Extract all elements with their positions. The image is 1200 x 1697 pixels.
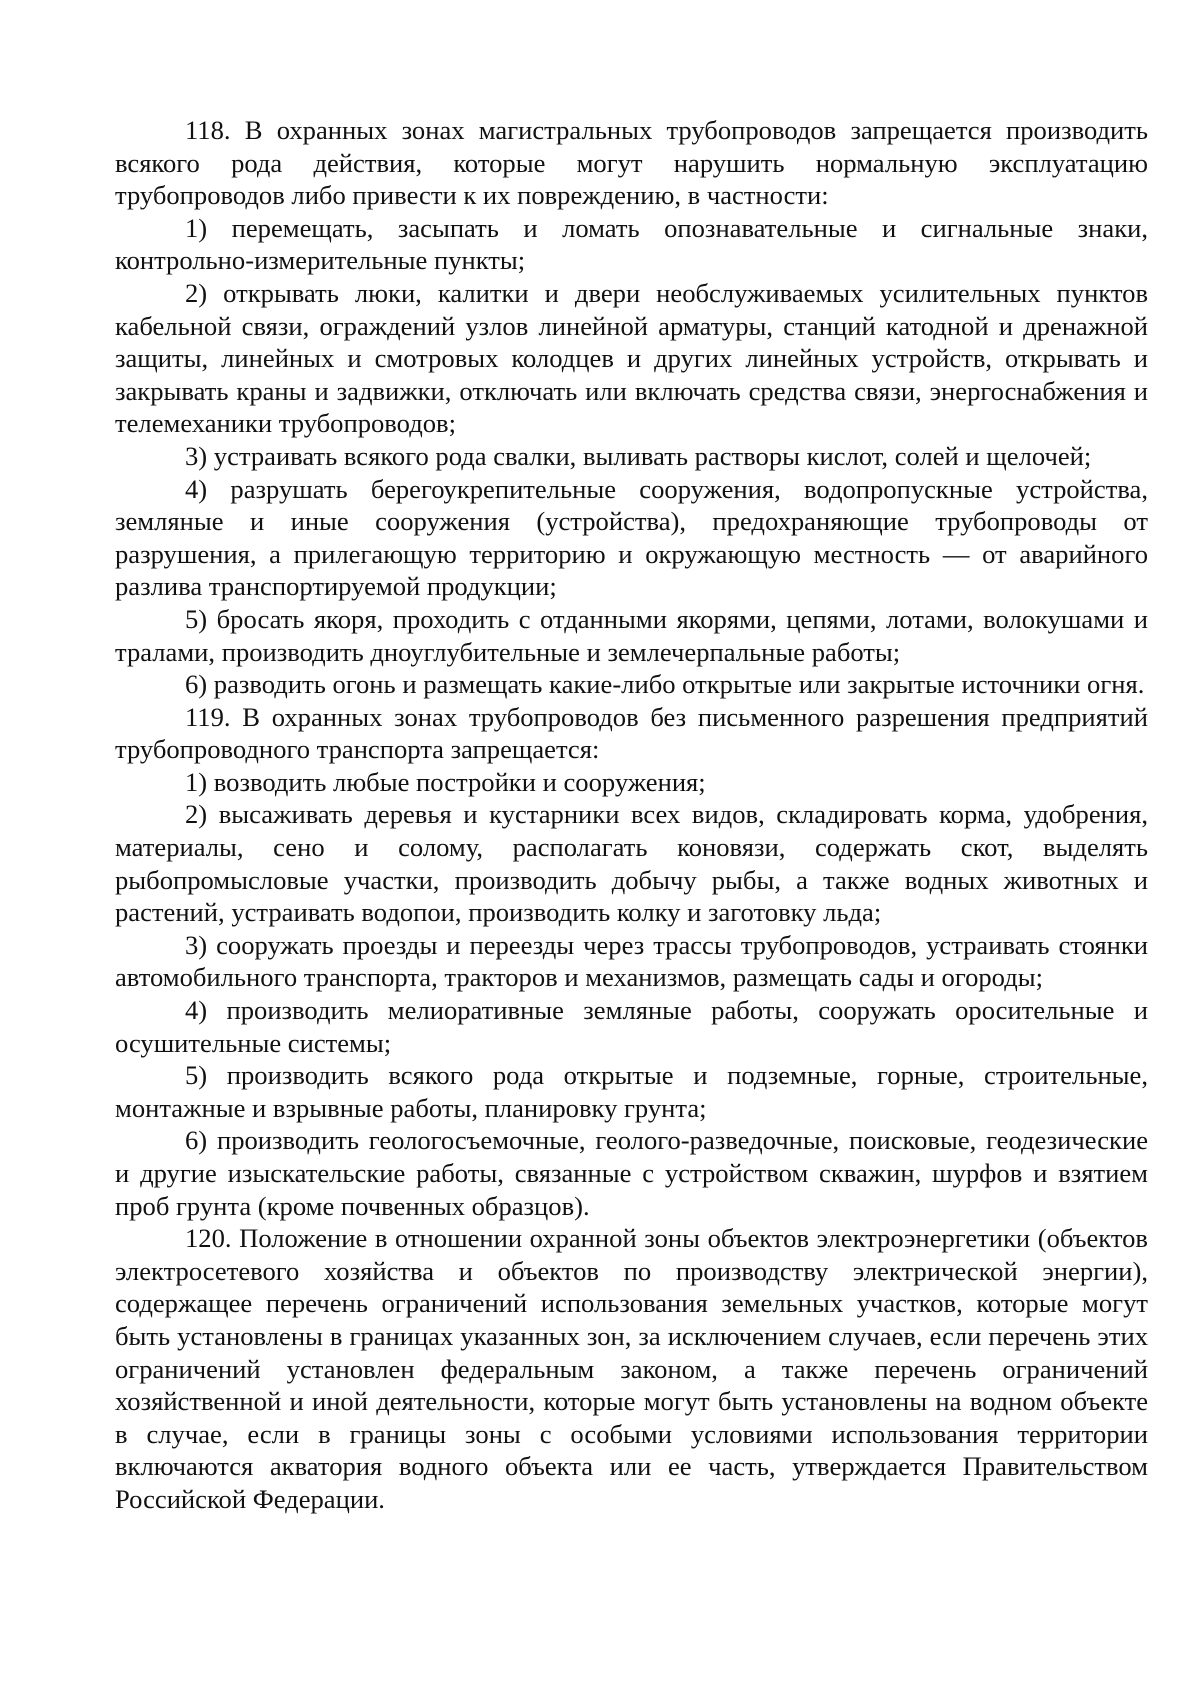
paragraph-119-item-5: 5) производить всякого рода открытые и подземные, горные, строительные, монтажные и взрывные работы, планировку грунта;	[115, 1060, 1148, 1123]
paragraph-118-item-4: 4) разрушать берегоукрепительные сооружения, водопропускные устройства, земляные и иные сооружения (устройства), предохраняющие трубопроводы от разрушения, а прилегающую территорию и окружающую местность — от аварийного разлива транспортируемой продукции;	[115, 473, 1148, 602]
paragraph-119-item-6: 6) производить геологосъемочные, геолого-разведочные, поисковые, геодезические и другие изыскательские работы, связанные с устройством скважин, шурфов и взятием проб грунта (кроме почвенных образцов).	[115, 1125, 1148, 1221]
paragraph-118-item-5: 5) бросать якоря, проходить с отданными якорями, цепями, лотами, волокушами и тралами, производить дноуглубительные и землечерпальные работы;	[115, 603, 1148, 667]
document-page	[115, 114, 1148, 1516]
paragraph-118-item-3: 3) устраивать всякого рода свалки, выливать растворы кислот, солей и щелочей;	[185, 440, 1092, 471]
paragraph-119-item-3: 3) сооружать проезды и переезды через трассы трубопроводов, устраивать стоянки автомобильного транспорта, тракторов и механизмов, размещать сады и огороды;	[115, 929, 1148, 993]
paragraph-118: 118. В охранных зонах магистральных трубопроводов запрещается производить всякого рода действия, которые могут нарушить нормальную эксплуатацию трубопроводов либо привести к их повреждению, в частности:	[115, 115, 1148, 211]
paragraph-118-item-2: 2) открывать люки, калитки и двери необслуживаемых усилительных пунктов кабельной связи, ограждений узлов линейной арматуры, станций катодной и дренажной защиты, линейных и смотровых колодцев и других линейных устройств, открывать и закрывать краны и задвижки, отключать или включать средства связи, энергоснабжения и телемеханики трубопроводов;	[115, 277, 1148, 439]
paragraph-119: 119. В охранных зонах трубопроводов без письменного разрешения предприятий трубопроводного транспорта запрещается:	[115, 701, 1148, 765]
paragraph-119-item-1: 1) возводить любые постройки и сооружения;	[185, 766, 706, 797]
paragraph-118-item-1: 1) перемещать, засыпать и ломать опознавательные и сигнальные знаки, контрольно-измерительные пункты;	[115, 212, 1148, 276]
paragraph-119-item-4: 4) производить мелиоративные земляные работы, сооружать оросительные и осушительные системы;	[115, 995, 1148, 1058]
paragraph-120: 120. Положение в отношении охранной зоны объектов электроэнергетики (объектов электросетевого хозяйства и объектов по производству электрической энергии), содержащее перечень ограничений использования земельных участков, которые могут быть установлены в границах указанных зон, за исключением случаев, если перечень этих ограничений установлен федеральным законом, а также перечень ограничений хозяйственной и иной деятельности, которые могут быть установлены на водном объекте в случае, если в границы зоны с особыми условиями использования территории включаются акватория водного объекта или ее часть, утверждается Правительством Российской Федерации.	[115, 1223, 1148, 1514]
paragraph-118-item-6: 6) разводить огонь и размещать какие-либо открытые или закрытые источники огня.	[185, 669, 1145, 700]
paragraph-119-item-2: 2) высаживать деревья и кустарники всех видов, складировать корма, удобрения, материалы, сено и солому, располагать коновязи, содержать скот, выделять рыбопромысловые участки, производить добычу рыбы, а также водных животных и растений, устраивать водопои, производить колку и заготовку льда;	[115, 799, 1148, 928]
